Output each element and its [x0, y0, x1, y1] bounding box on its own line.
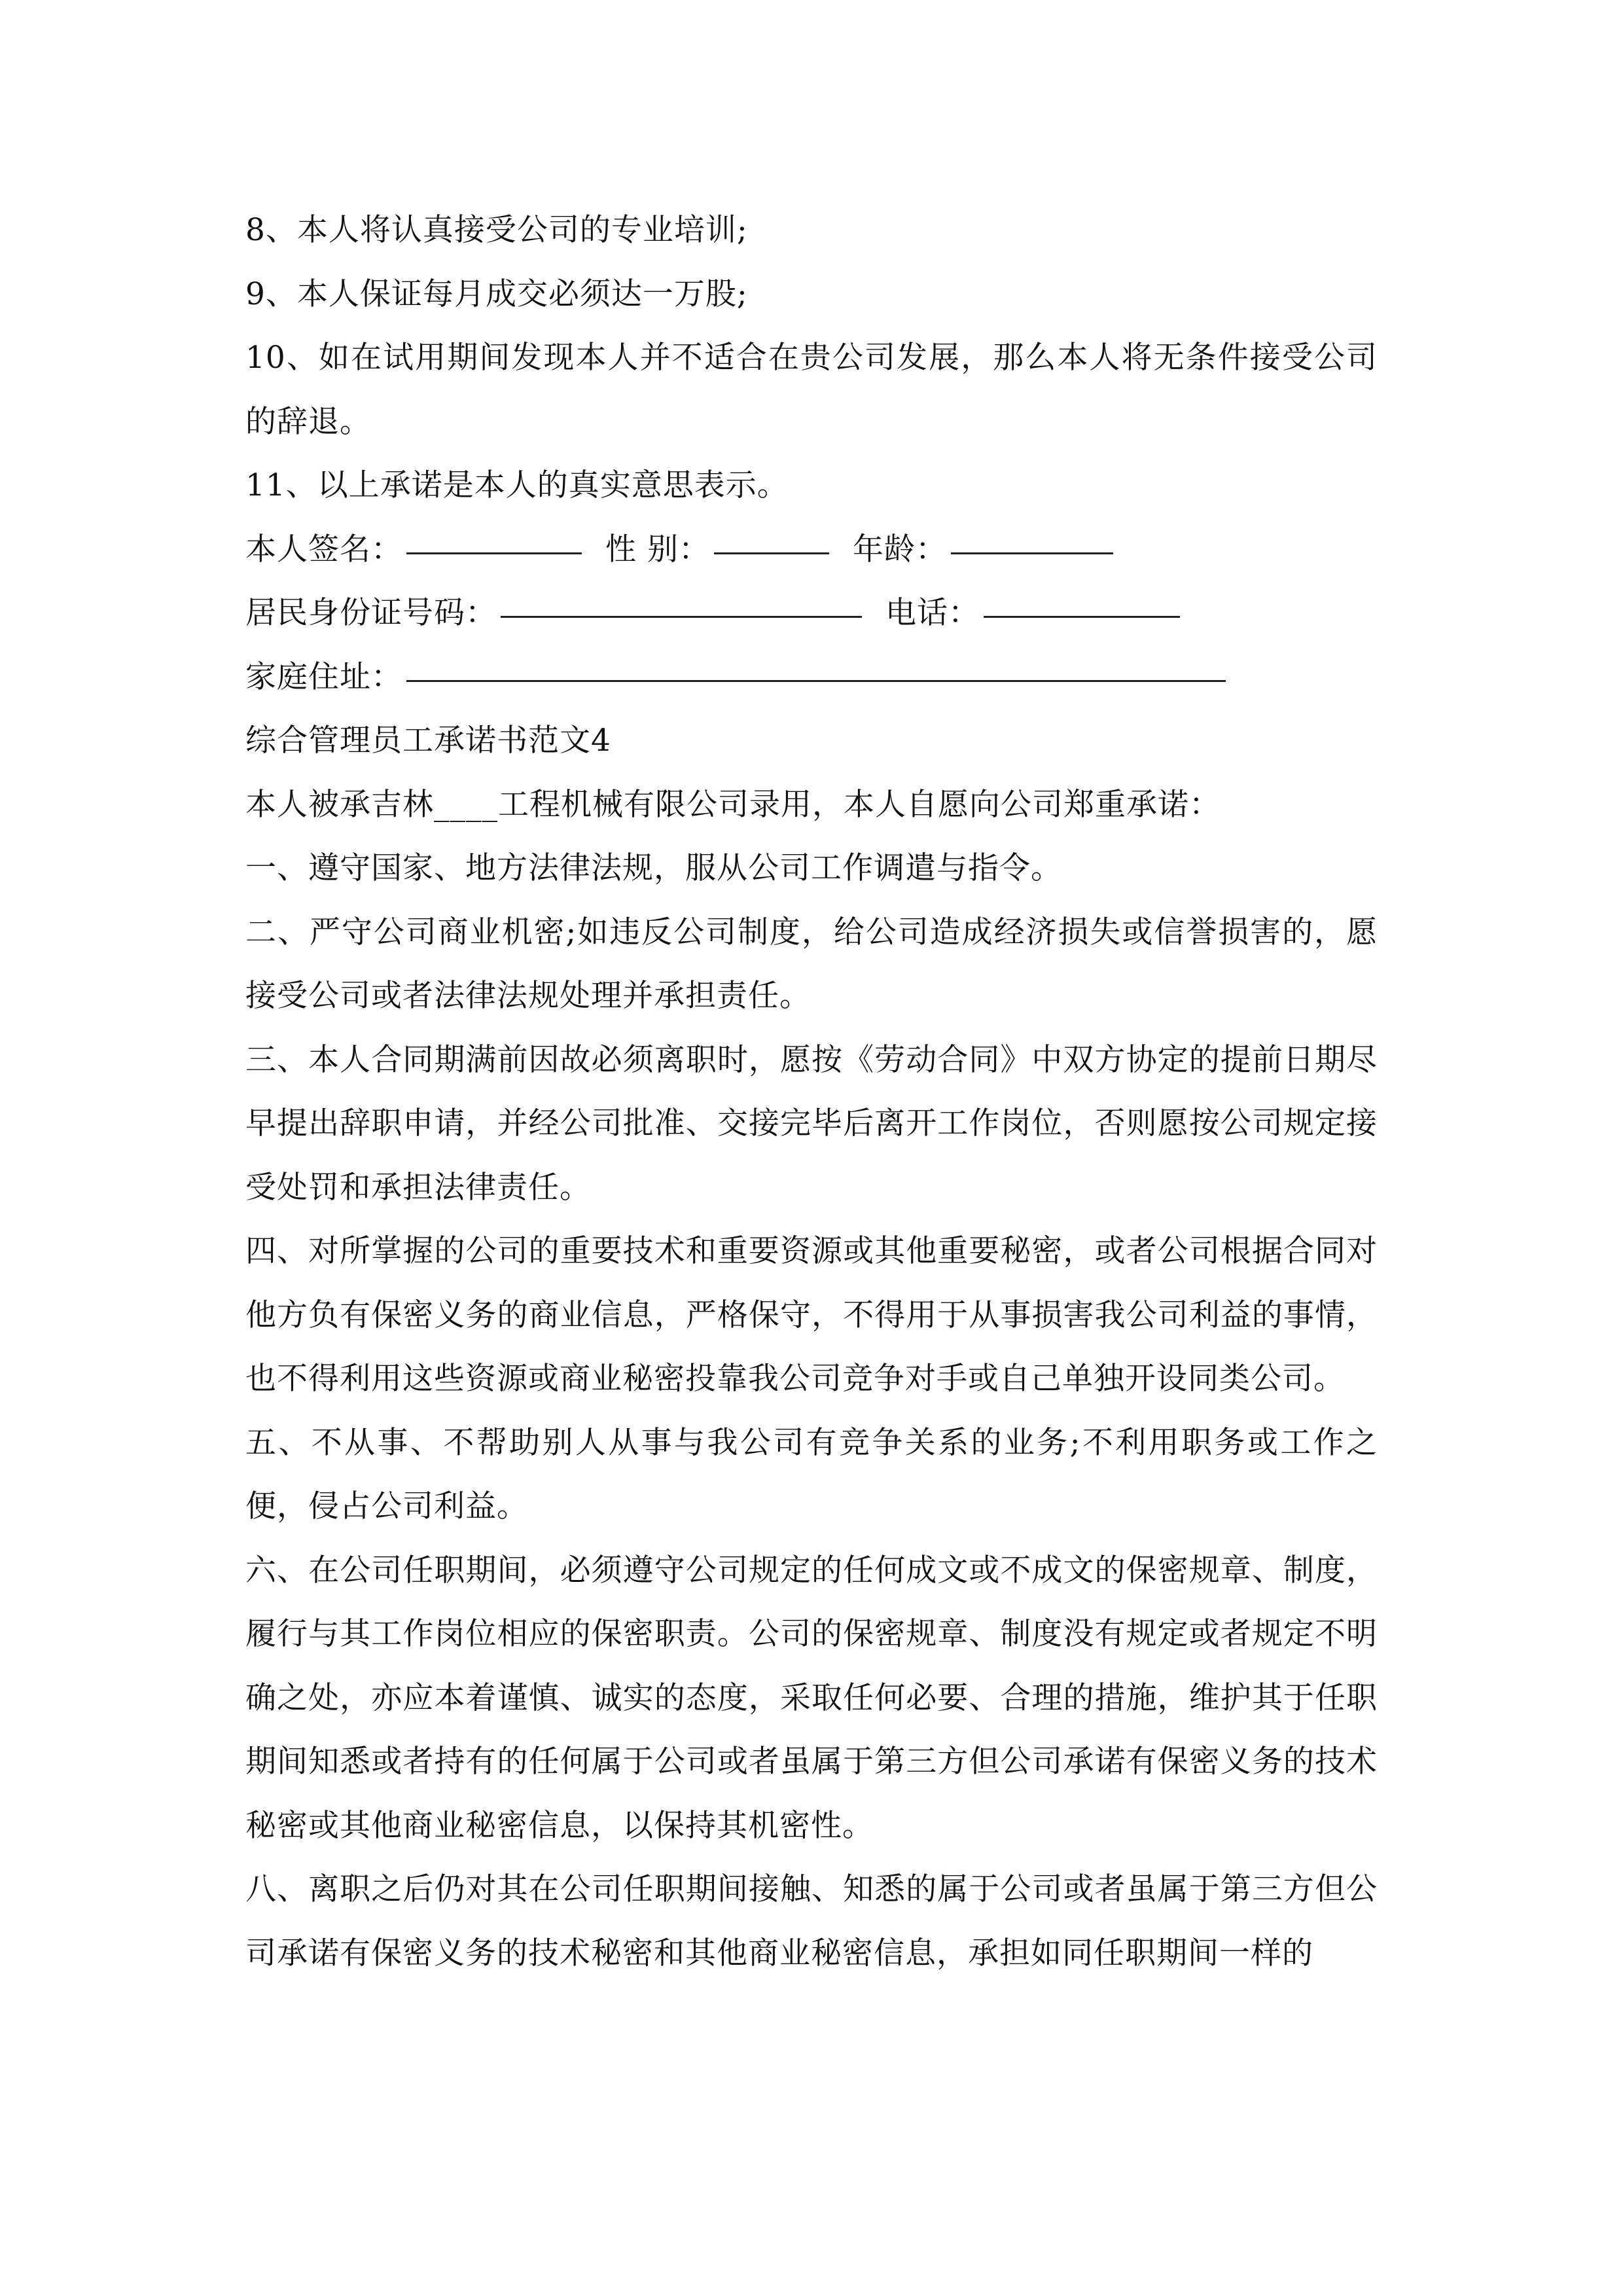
clause-8: 8、本人将认真接受公司的专业培训;	[245, 212, 748, 248]
clause-11: 11、以上承诺是本人的真实意思表示。	[245, 467, 789, 503]
age-blank	[951, 552, 1113, 554]
address-row	[245, 645, 1378, 709]
id-number-label: 居民身份证号码：	[245, 595, 497, 631]
age-label: 年龄：	[852, 531, 947, 567]
phone-blank	[984, 616, 1180, 618]
section-title: 综合管理员工承诺书范文4	[245, 723, 611, 759]
id-number-blank	[501, 616, 862, 618]
intro-paragraph: 本人被承吉林____工程机械有限公司录用，本人自愿向公司郑重承诺：	[245, 786, 1221, 823]
clause-three: 三、本人合同期满前因故必须离职时，愿按《劳动合同》中双方协定的提前日期尽早提出辞职申请，并经公司批准、交接完毕后离开工作岗位，否则愿按公司规定接受处罚和承担法律责任。	[245, 1041, 1378, 1206]
clause-9: 9、本人保证每月成交必须达一万股;	[245, 276, 748, 312]
clause-eight: 八、离职之后仍对其在公司任职期间接触、知悉的属于公司或者虽属于第三方但公司承诺有保密义务的技术秘密和其他商业秘密信息，承担如同任职期间一样的	[245, 1871, 1378, 1971]
phone-label: 电话：	[885, 595, 980, 631]
signature-row	[245, 518, 1378, 582]
clause-five: 五、不从事、不帮助别人从事与我公司有竞争关系的业务;不利用职务或工作之便，侵占公司利益。	[245, 1424, 1378, 1524]
document-body	[245, 198, 1378, 1985]
clause-one: 一、遵守国家、地方法律法规，服从公司工作调遣与指令。	[245, 850, 1062, 886]
clause-six: 六、在公司任职期间，必须遵守公司规定的任何成文或不成文的保密规章、制度，履行与其工作岗位相应的保密职责。公司的保密规章、制度没有规定或者规定不明确之处，亦应本着谨慎、诚实的态度，采取任何必要、合理的措施，维护其于任职期间知悉或者持有的任何属于公司或者虽属于第三方但公司承诺有保密义务的技术秘密或其他商业秘密信息，以保持其机密性。	[245, 1552, 1378, 1844]
gender-label: 性 别：	[605, 531, 710, 567]
clause-two: 二、严守公司商业机密;如违反公司制度，给公司造成经济损失或信誉损害的，愿接受公司或者法律法规处理并承担责任。	[245, 914, 1378, 1014]
clause-four: 四、对所掌握的公司的重要技术和重要资源或其他重要秘密，或者公司根据合同对他方负有保密义务的商业信息，严格保守，不得用于从事损害我公司利益的事情，也不得利用这些资源或商业秘密投靠我公司竞争对手或自己单独开设同类公司。	[245, 1233, 1378, 1397]
address-label: 家庭住址：	[245, 658, 402, 695]
address-blank	[406, 680, 1226, 682]
clause-10: 10、如在试用期间发现本人并不适合在贵公司发展，那么本人将无条件接受公司的辞退。	[245, 340, 1378, 440]
signature-blank	[406, 552, 582, 554]
signature-label: 本人签名：	[245, 531, 402, 567]
gender-blank	[714, 552, 829, 554]
id-phone-row	[245, 581, 1378, 645]
